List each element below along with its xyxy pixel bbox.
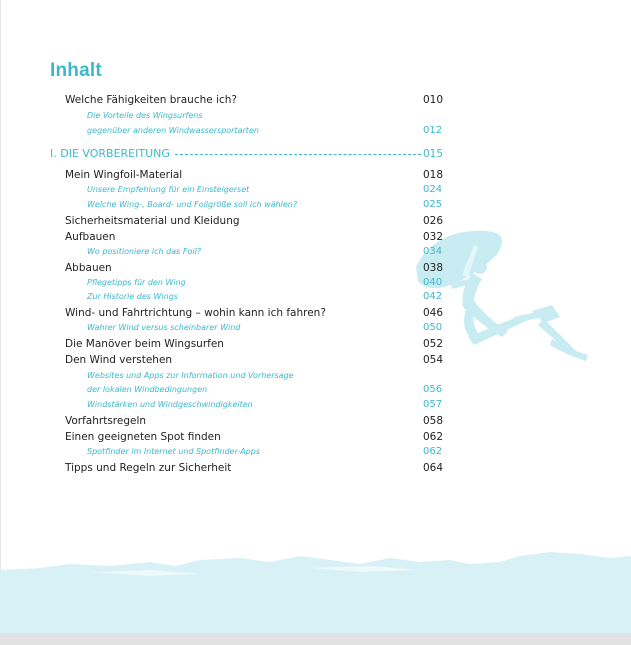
- toc-entry[interactable]: [0, 213, 631, 229]
- toc-entry-page: 010: [423, 94, 444, 106]
- toc-subentry-title: Unsere Empfehlung für ein Einsteigerset: [87, 185, 250, 194]
- toc-entry-page: 052: [423, 338, 444, 350]
- toc-entry[interactable]: [0, 460, 631, 476]
- toc-subentry[interactable]: [0, 108, 631, 124]
- toc-entry[interactable]: [0, 352, 631, 368]
- toc-subentry-title: Wahrer Wind versus scheinbarer Wind: [87, 323, 241, 332]
- toc-subentry-page: 056: [423, 384, 443, 395]
- page-bottom-margin: [0, 633, 631, 645]
- toc-subentry-title: Wo positioniere ich das Foil?: [87, 247, 202, 256]
- toc-subentry-page: 057: [423, 399, 443, 410]
- toc-subentry[interactable]: [0, 320, 631, 336]
- toc-entry-page: 032: [423, 231, 444, 243]
- toc-subentry-title: Die Vorteile des Wingsurfens: [87, 111, 203, 120]
- toc-entry[interactable]: [0, 167, 631, 183]
- toc-entry-title: Die Manöver beim Wingsurfen: [65, 338, 224, 350]
- chapter-title: I. DIE VORBEREITUNG: [50, 147, 170, 160]
- toc-entry-page: 038: [423, 262, 444, 274]
- toc-entry-page: 058: [423, 415, 444, 427]
- toc-subentry-page: 025: [423, 199, 443, 210]
- toc-subentry-title: Spotfinder im Internet und Spotfinder-Apps: [87, 447, 260, 456]
- toc-entry-title: Aufbauen: [65, 231, 116, 243]
- toc-entry[interactable]: [0, 336, 631, 352]
- toc-subentry[interactable]: [0, 197, 631, 213]
- toc-entry[interactable]: [0, 260, 631, 276]
- toc-entry[interactable]: [0, 229, 631, 245]
- toc-entry-page: 062: [423, 431, 444, 443]
- toc-subentry[interactable]: [0, 289, 631, 305]
- toc-subentry-page: 040: [423, 277, 443, 288]
- toc-entry-page: 026: [423, 215, 444, 227]
- toc-subentry-page: 012: [423, 125, 443, 136]
- toc-subentry-title: Zur Historie des Wings: [87, 292, 178, 301]
- dashed-leader: [175, 154, 421, 155]
- toc-subentry-page: 024: [423, 184, 443, 195]
- toc-subentry-title: Welche Wing-, Board- und Foilgröße soll ich wählen?: [87, 200, 298, 209]
- toc-entry[interactable]: [0, 92, 631, 108]
- toc-entry-page: 018: [423, 169, 444, 181]
- toc-entry-title: Welche Fähigkeiten brauche ich?: [65, 94, 237, 106]
- toc-subentry-title: der lokalen Windbedingungen: [87, 385, 208, 394]
- toc-subentry[interactable]: [0, 382, 631, 398]
- toc-subentry-title: gegenüber anderen Windwassersportarten: [87, 126, 259, 135]
- toc-subentry-title: Pflegetipps für den Wing: [87, 278, 186, 287]
- toc-subentry-page: 034: [423, 246, 443, 257]
- toc-entry-title: Mein Wingfoil-Material: [65, 169, 183, 181]
- toc-entry[interactable]: [0, 429, 631, 445]
- toc-entry-title: Sicherheitsmaterial und Kleidung: [65, 215, 240, 227]
- toc-entry-page: 054: [423, 354, 444, 366]
- toc-subentry[interactable]: [0, 123, 631, 139]
- toc-entry[interactable]: [0, 305, 631, 321]
- water-decoration: [0, 548, 631, 633]
- toc-entry-title: Tipps und Regeln zur Sicherheit: [65, 462, 232, 474]
- toc-entry[interactable]: [0, 413, 631, 429]
- toc-subentry-title: Websites und Apps zur Information und Vorhersage: [87, 371, 294, 380]
- toc-chapter-heading[interactable]: [0, 146, 631, 162]
- toc-subentry[interactable]: [0, 397, 631, 413]
- toc-entry-title: Vorfahrtsregeln: [65, 415, 147, 427]
- toc-subentry-page: 050: [423, 322, 443, 333]
- toc-subentry[interactable]: [0, 444, 631, 460]
- toc-subentry-title: Windstärken und Windgeschwindigkeiten: [87, 400, 253, 409]
- toc-entry-title: Einen geeigneten Spot finden: [65, 431, 221, 443]
- toc-subentry[interactable]: [0, 244, 631, 260]
- toc-subentry[interactable]: [0, 182, 631, 198]
- toc-subentry-page: 062: [423, 446, 443, 457]
- toc-entry-title: Wind- und Fahrtrichtung – wohin kann ich fahren?: [65, 307, 326, 319]
- toc-entry-title: Abbauen: [65, 262, 112, 274]
- toc-entry-title: Den Wind verstehen: [65, 354, 173, 366]
- toc-title: Inhalt: [50, 60, 102, 81]
- toc-entry-page: 064: [423, 462, 444, 474]
- toc-entry-page: 046: [423, 307, 444, 319]
- toc-subentry-page: 042: [423, 291, 443, 302]
- chapter-page: 015: [423, 148, 444, 160]
